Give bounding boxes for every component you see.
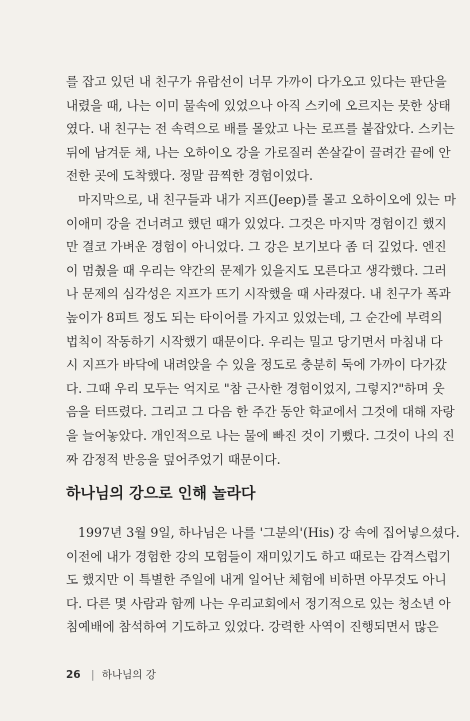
- body-text-section-1: [66, 70, 457, 471]
- text-line: 이전에 내가 경험한 강의 모험들이 재미있기도 하고 때로는 감격스럽기: [66, 548, 451, 564]
- text-line: 다. 다른 몇 사람과 함께 나는 우리교회에서 정기적으로 있는 청소년 아: [66, 595, 451, 611]
- text-line: 시 지프가 바닥에 내려앉을 수 있을 정도로 충분히 둑에 가까이 다가갔: [66, 357, 447, 373]
- footer-separator: |: [90, 669, 95, 681]
- text-line: 음을 터뜨렸다. 그리고 그 다음 한 주간 동안 학교에서 그것에 대해 자랑: [66, 404, 455, 420]
- text-line: 마지막으로, 내 친구들과 내가 지프(Jeep)를 몰고 오하이오에 있는 마: [78, 191, 457, 207]
- text-line: 도 했지만 이 특별한 주일에 내게 일어난 체험에 비하면 아무것도 아니: [66, 572, 447, 588]
- text-line: 를 잡고 있던 내 친구가 유람선이 너무 가까이 다가오고 있다는 판단을: [66, 74, 447, 89]
- text-line: 높이가 8피트 정도 되는 타이어를 가지고 있었는데, 그 순간에 부력의: [66, 309, 443, 325]
- text-line: 다. 그때 우리 모두는 억지로 "참 근사한 경험이었지, 그렇지?"하며 웃: [66, 380, 445, 396]
- text-line: 나 문제의 심각성은 지프가 뜨기 시작했을 때 사라졌다. 내 친구가 폭과: [66, 286, 451, 302]
- text-line: 만 결코 가벼운 경험이 아니었다. 그 강은 보기보다 좀 더 깊었다. 엔진: [66, 239, 447, 255]
- text-line: 전한 곳에 도착했다. 정말 끔찍한 경험이었다.: [66, 168, 314, 184]
- text-line: 내렸을 때, 나는 이미 물속에 있었으나 아직 스키에 오르지는 못한 상태: [66, 97, 451, 113]
- section-heading: 하나님의 강으로 인해 놀라다: [66, 484, 256, 502]
- text-line: 뒤에 남겨둔 채, 나는 오하이오 강을 가로질러 쏜살같이 끌려간 끝에 안: [66, 144, 451, 160]
- page-footer: [66, 667, 156, 682]
- text-line: 이 멈췄을 때 우리는 약간의 문제가 있을지도 모른다고 생각했다. 그러: [66, 262, 447, 278]
- text-line: 법칙이 작동하기 시작했기 때문이다. 우리는 밀고 당기면서 마침내 다: [66, 333, 443, 349]
- text-line: 을 늘어놓았다. 개인적으로 나는 물에 빠진 것이 기뻤다. 그것이 나의 진: [66, 427, 455, 443]
- running-title: 하나님의 강: [101, 669, 156, 681]
- page-number: 26: [66, 669, 81, 681]
- body-text-section-2: [66, 521, 460, 639]
- text-line: 침예배에 참석하여 기도하고 있었다. 강력한 사역이 진행되면서 많은: [66, 619, 439, 635]
- text-line: 이애미 강을 건너려고 했던 때가 있었다. 그것은 마지막 경험이긴 했지: [66, 215, 447, 231]
- text-line: 였다. 내 친구는 전 속력으로 배를 몰았고 나는 로프를 붙잡았다. 스키는: [66, 121, 455, 137]
- text-line: 1997년 3월 9일, 하나님은 나를 '그분의'(His) 강 속에 집어넣으셨다.: [78, 525, 460, 540]
- text-line: 짜 감정적 반응을 덮어주었기 때문이다.: [66, 451, 281, 467]
